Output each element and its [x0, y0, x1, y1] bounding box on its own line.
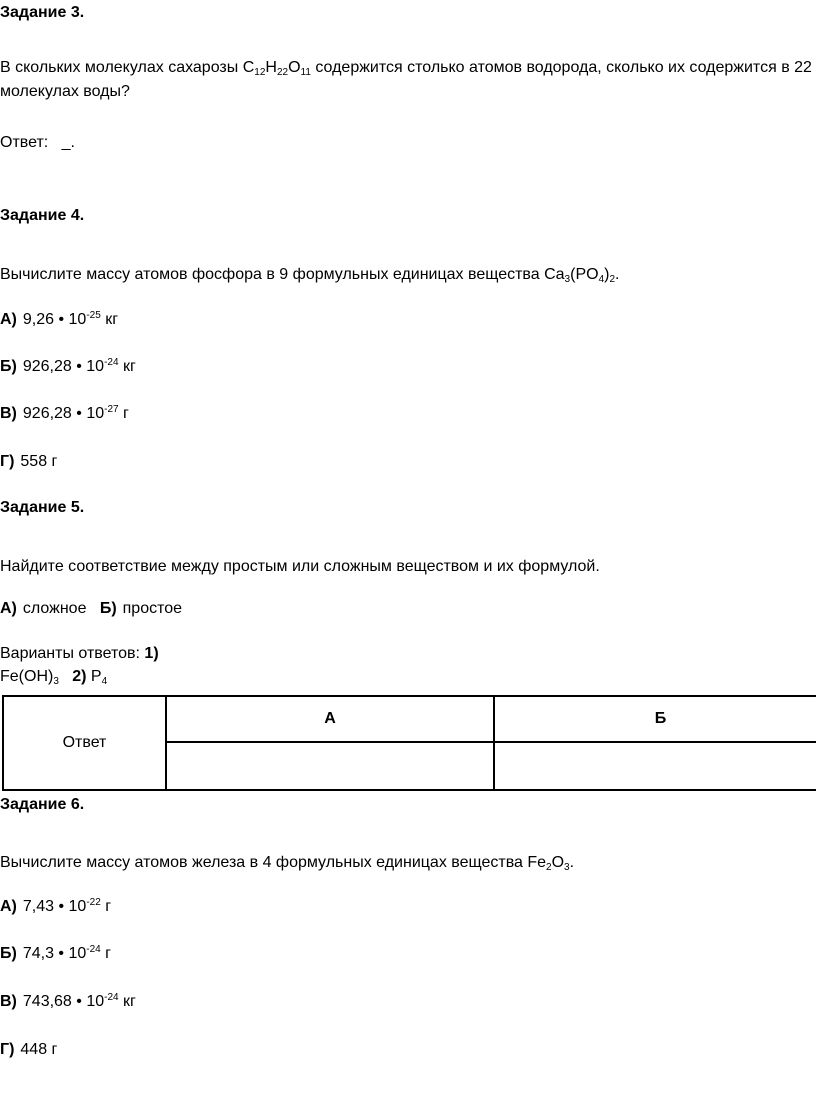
task4-question: Вычислите массу атомов фосфора в 9 формульных единицах вещества $Ca_3(PO_4)_2$. — [0, 266, 620, 285]
task6-option-c[interactable]: В) 743,68 • $10^{-24}$ кг — [0, 992, 136, 1010]
task5-choices: А) сложное Б) простое — [0, 600, 183, 617]
answer-cell-b[interactable] — [494, 742, 816, 790]
task4-option-a[interactable]: А) 9,26 • $10^{-25}$ кг — [0, 310, 119, 328]
task3-title: Задание 3. — [0, 4, 85, 21]
answer-col-a-header: А — [166, 696, 494, 742]
task4-option-c[interactable]: В) 926,28 • $10^{-27}$ г — [0, 404, 129, 422]
answer-cell-a[interactable] — [166, 742, 494, 790]
task5-title: Задание 5. — [0, 499, 85, 516]
answer-col-b-header: Б — [494, 696, 816, 742]
task6-option-a[interactable]: А) 7,43 • $10^{-22}$ г — [0, 897, 112, 915]
task3-question-line2: молекулах воды? — [0, 83, 130, 100]
task6-title: Задание 6. — [0, 796, 85, 813]
task6-question: Вычислите массу атомов железа в 4 формульных единицах вещества $Fe_2O_3$. — [0, 854, 575, 873]
task5-question: Найдите соответствие между простым или сложным веществом и их формулой. — [0, 558, 600, 575]
answer-table — [2, 695, 816, 791]
task6-option-d[interactable]: Г) 448 г — [0, 1041, 58, 1058]
task4-title: Задание 4. — [0, 207, 85, 224]
task5-variants-line1: Варианты ответов: 1) — [0, 645, 159, 662]
task4-option-d[interactable]: Г) 558 г — [0, 453, 58, 470]
task6-option-b[interactable]: Б) 74,3 • $10^{-24}$ г — [0, 944, 111, 962]
task4-option-b[interactable]: Б) 926,28 • $10^{-24}$ кг — [0, 357, 136, 375]
task3-question-line1: В скольких молекулах сахарозы $C_{12}H_{22}O_{11}$ содержится столько атомов водорода, сколько их содержится в 22 — [0, 59, 812, 78]
answer-blank[interactable]: _. — [61, 134, 75, 151]
task3-answer: Ответ: _. — [0, 134, 75, 151]
task5-variants-line2: $Fe(OH)_3$ 2) $P_4$ — [0, 668, 108, 687]
answer-row-label: Ответ — [3, 696, 166, 790]
